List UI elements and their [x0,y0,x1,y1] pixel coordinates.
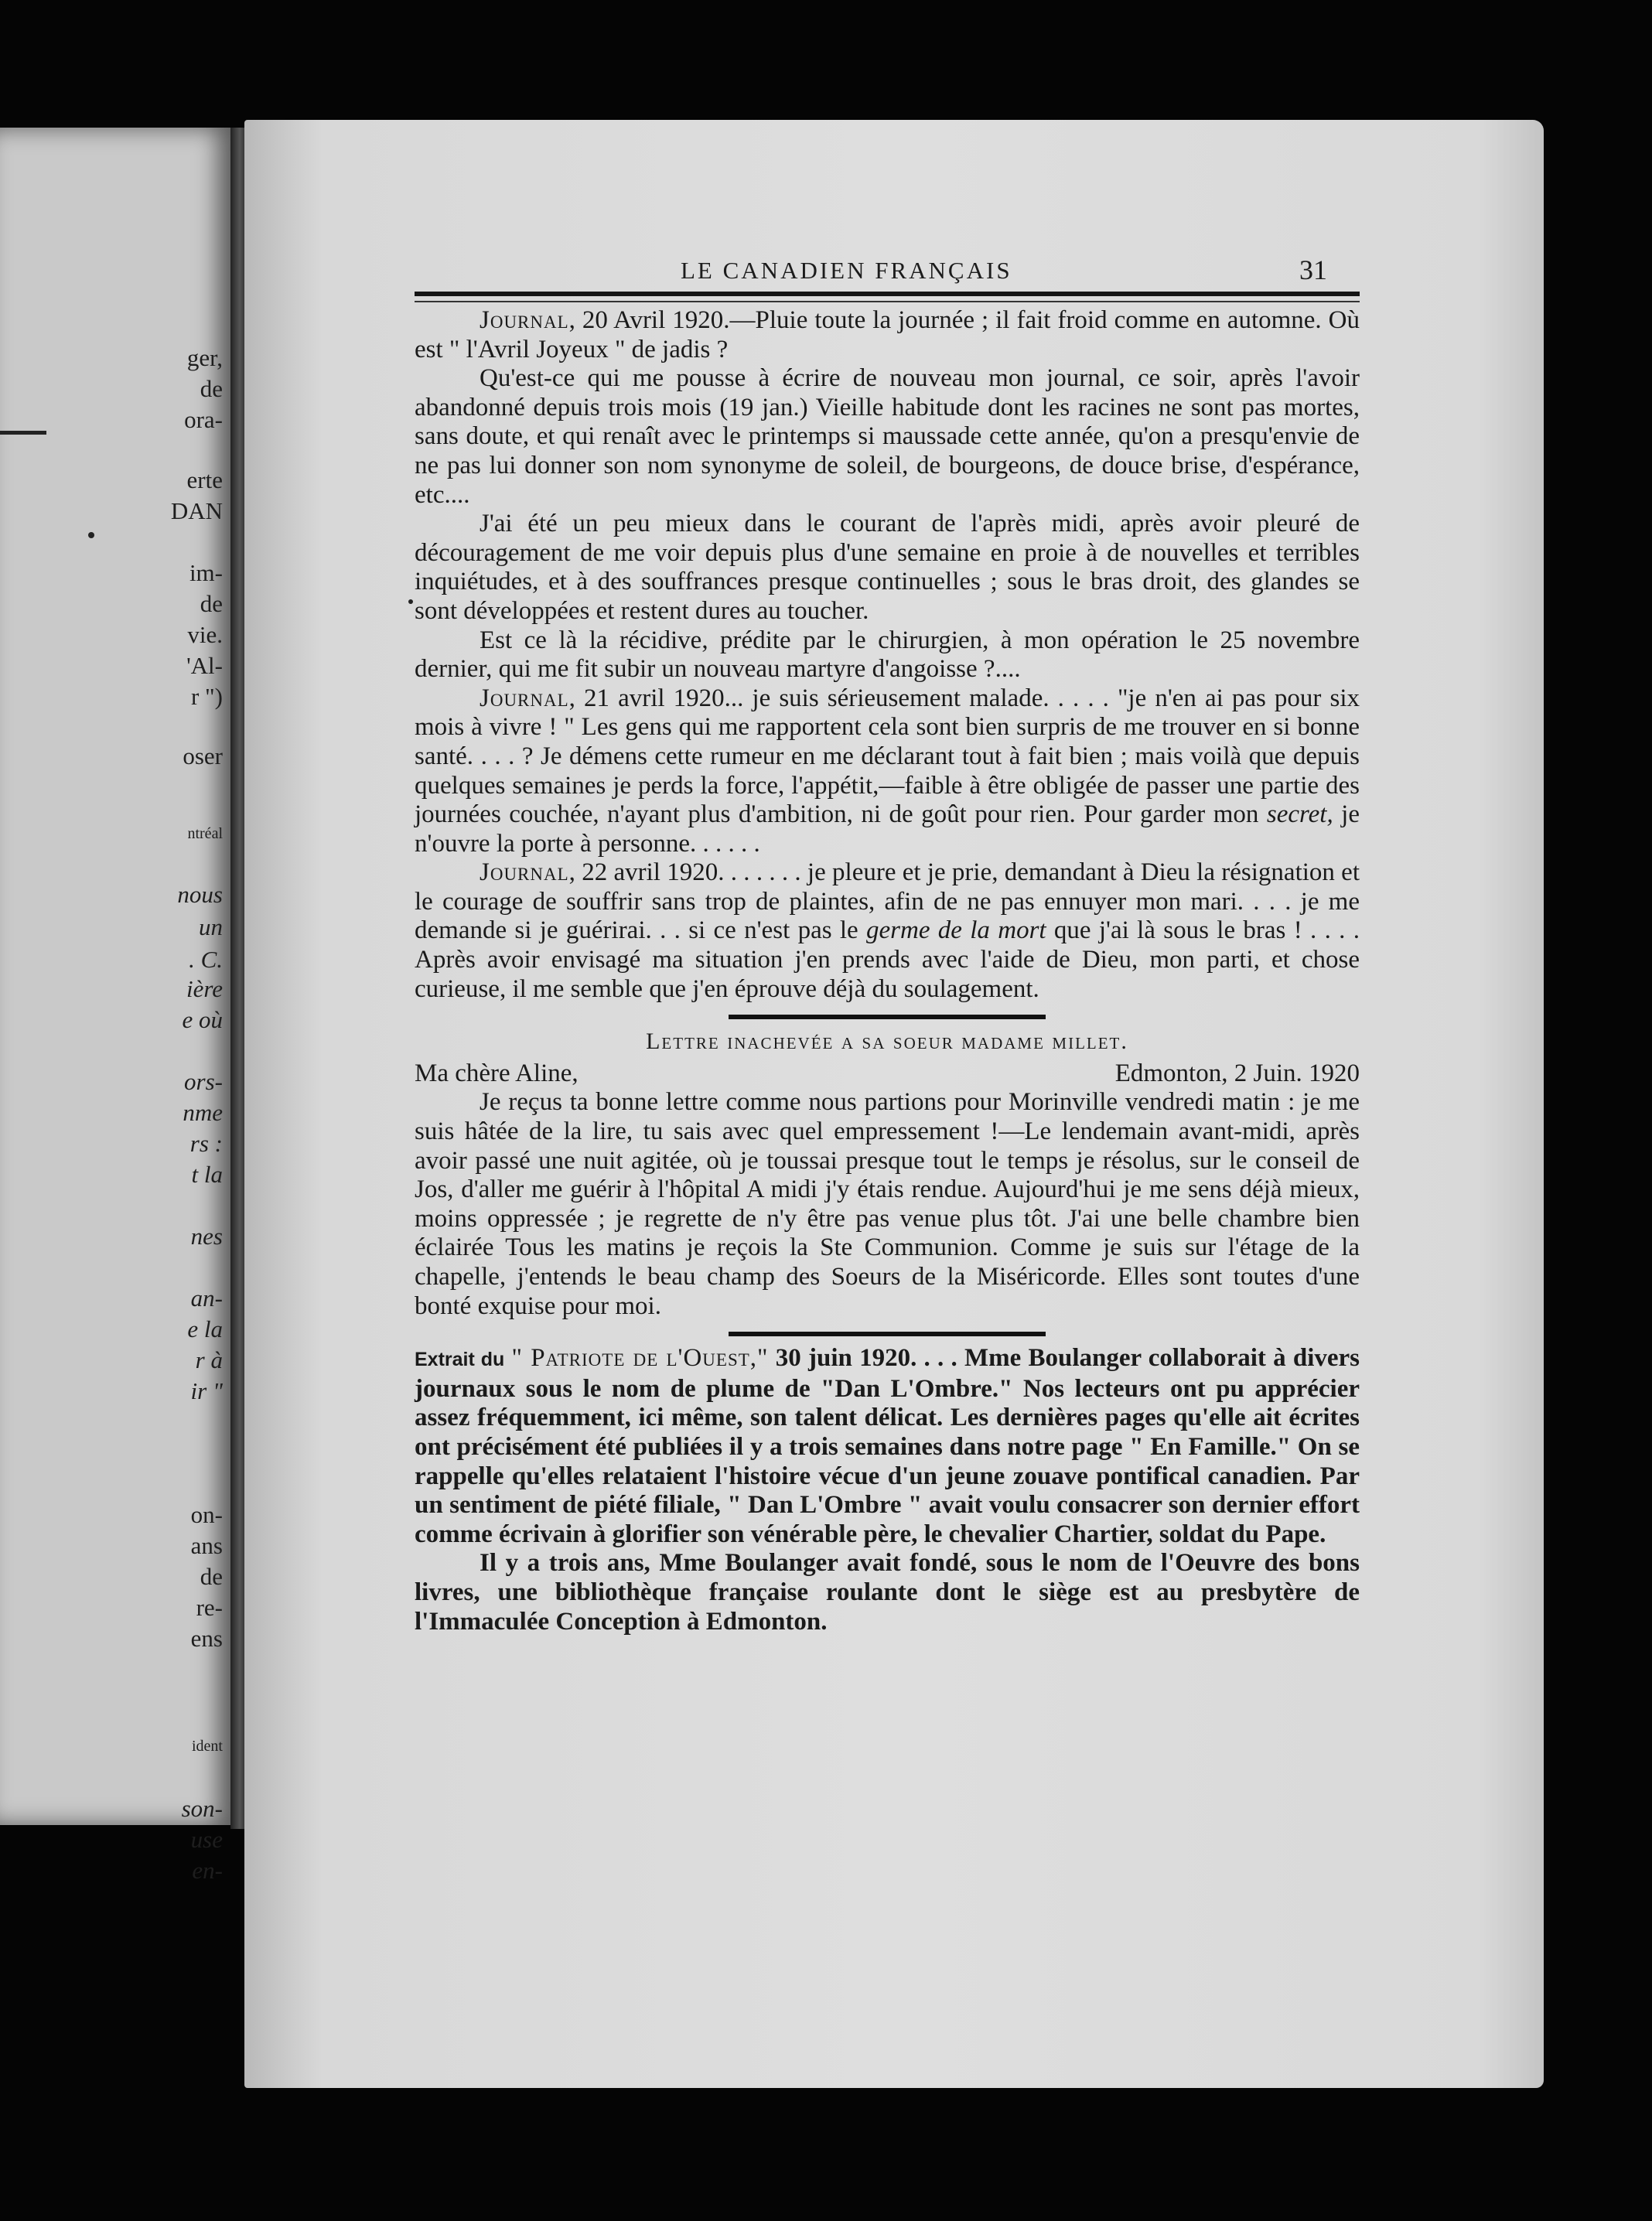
journal-entry-1-text: , 20 Avril 1920.—Pluie toute la journée ; il fait froid comme en automne. Où est " l'Avril Joyeux " de jadis ? [415,306,1360,363]
left-page-fragment: nme [183,1099,223,1126]
extract-para-2: Il y a trois ans, Mme Boulanger avait fondé, sous le nom de l'Oeuvre des bons livres, une bibliothèque française roulante dont le siège est au presbytère de l'Immaculée Conception à Edmonton. [415,1549,1360,1636]
left-page-fragment: nes [190,1223,223,1250]
left-page-fragment: ans [190,1532,223,1559]
letter-salutation: Ma chère Aline, [415,1059,579,1087]
journal-entry-1-para-3: J'ai été un peu mieux dans le courant de l'après midi, après avoir pleuré de découragement de me voir depuis plus d'une semaine en proie à de nouvelles et terribles inquiétudes, et à des souffrances presque continuelles ; sous le bras droit, des glandes se sont développées et restent dures au toucher. [415,510,1360,625]
left-page-fragment: en- [192,1857,223,1884]
left-page-fragment: rs : [189,1130,223,1157]
left-page-edge [0,128,232,1884]
left-page-fragment: ger, [186,344,223,371]
journal-entry-1-para-4: Est ce là la récidive, prédite par le chirurgien, à mon opération le 25 novembre dernier, qui me fit subir un nouveau martyre d'angoisse ?.... [415,626,1360,684]
extract-para-1 [415,1344,1360,1549]
extract-source: " Patriote de l'Ouest," [511,1344,769,1373]
journal-entry-3-text-a: , 22 avril 1920. . . . . . . je pleure et je prie, demandant à Dieu la résignation et le courage de souffrir sans trop de plaintes, afin de ne pas ennuyer mon mari. . . . je me demande si je guérirai. . . si ce n'est pas le [415,858,1360,945]
left-page-fragment: de [200,375,223,402]
left-page-fragment: use [190,1826,223,1853]
journal-label: Journal [480,858,569,887]
left-page-fragment: ntréal [187,825,223,842]
header-rule [415,292,1360,296]
journal-label: Journal [480,684,569,712]
left-page-fragment: . C. [189,946,223,973]
left-page-fragment: ors- [184,1068,223,1095]
letter-body: Je reçus ta bonne lettre comme nous partions pour Morinville vendredi matin : je me suis hâtée de la lire, tu sais avec quel empressement !—Le lendemain avant-midi, après avoir passé une nuit agitée, où je toussai presque tout le temps je résolus, sur le conseil de Jos, d'aller me guérir à l'hôpital A midi j'y étais rendue. Aujourd'hui je me sens déjà mieux, moins oppressée ; je regrette de n'y être pas venue plus tôt. J'ai une belle chambre bien éclairée Tous les matins je reçois la Ste Communion. Comme je suis sur l'étage de la chapelle, j'entends le beau champ des Soeurs de la Miséricorde. Elles sont toutes d'une bonté exquise pour moi. [415,1088,1360,1320]
header-rule-thin [415,301,1360,302]
journal-entry-3 [415,858,1360,1004]
journal-entry-2-italic: secret, [1266,800,1333,829]
left-page-fragment: ora- [184,406,223,433]
left-page-fragment: e où [182,1006,223,1033]
left-page-fragment: erte [186,466,223,493]
left-page-fragment: an- [190,1284,223,1312]
left-page-fragment: r ") [190,683,223,710]
left-page-fragment: nous [177,881,223,908]
letter-heading-line [415,1059,1360,1089]
left-page-fragment: oser [183,742,223,769]
letter-title: Lettre inachevée a sa soeur madame millet. [646,1029,1128,1055]
left-page-fragment: 'Al- [186,652,223,679]
left-page-fragment: son- [181,1795,223,1822]
left-page-fragment: ir " [190,1377,223,1404]
journal-entry-3-text-b: que j'ai là sous le bras ! . . . . Après avoir envisagé ma situation j'en prends avec l'aide de Dieu, mon parti, et chose curieuse, il me semble que j'en éprouve déjà du soulagement. [415,916,1360,1003]
journal-entry-3-italic: germe de la mort [866,916,1046,945]
journal-entry-2 [415,684,1360,859]
left-page-rule [0,431,46,435]
left-page-fragment: ens [190,1625,223,1652]
margin-dot [408,599,413,604]
left-page-fragment: vie. [187,621,223,648]
journal-label: Journal [480,306,569,334]
letter-place-date: Edmonton, 2 Juin. 1920 [1114,1059,1360,1087]
left-page-fragment: r à [195,1346,223,1373]
left-page-fragment: de [200,1563,223,1590]
left-page-fragment: ident [192,1738,223,1755]
extract-label: Extrait du [415,1349,505,1371]
section-divider [729,1332,1046,1336]
journal-entry-1-para-2: Qu'est-ce qui me pousse à écrire de nouveau mon journal, ce soir, après l'avoir abandonné depuis trois mois (19 jan.) Vieille habitude dont les racines ne sont pas mortes, sans doute, et qui renaît avec le printemps si maussade cette année, qu'on a presqu'envie de ne pas lui donner son nom synonyme de soleil, de bourgeons, de douce brise, d'espérance, etc.... [415,364,1360,509]
extract-text: 30 juin 1920. . . . Mme Boulanger collaborait à divers journaux sous le nom de plume de "Dan L'Ombre." Nos lecteurs ont pu apprécier assez fréquemment, ici même, son talent délicat. Les dernières pages qu'elle ait écrites ont précisément été publiées il y a trois semaines dans notre page " En Famille." On se rappelle qu'elles relataient l'histoire vécue d'un jeune zouave pontifical canadien. Par un sentiment de piété filiale, " Dan L'Ombre " avait voulu consacrer son dernier effort comme écrivain à glorifier son vénérable père, le chevalier Chartier, soldat du Pape. [415,1344,1360,1548]
left-page-fragment: e la [187,1315,223,1342]
left-page-fragment: ière [186,975,223,1002]
journal-entry-2-tail: je n'ouvre la porte à personne. . . . . . [415,800,1360,858]
left-page-fragment: un [199,913,223,940]
left-page-fragment: t la [191,1161,223,1188]
left-page-fragment: im- [189,559,223,586]
left-page-fragment: DAN [170,497,223,524]
page-body [415,306,1360,1636]
left-page-fragment: de [200,590,223,617]
left-page-fragment: re- [196,1594,223,1621]
left-page-fragment: on- [190,1501,223,1528]
journal-entry-2-text: , 21 avril 1920... je suis sérieusement malade. . . . . "je n'en ai pas pour six mois à vivre ! " Les gens qui me rapportent cela sont bien surpris de me trouver en si bonne santé. . . . ? Je démens cette rumeur en me déclarant tout à fait bien ; mais voilà que depuis quelques semaines je perds la force, l'appétit,—faible à être obligée de passer une partie des journées couchée, n'ayant plus d'ambition, ni de goût pour rien. Pour garder mon [415,684,1360,829]
margin-dot [88,532,94,538]
page-number: 31 [1299,254,1327,285]
section-divider [729,1015,1046,1019]
running-title: LE CANADIEN FRANÇAIS [681,257,1012,284]
journal-entry-1-para-1 [415,306,1360,364]
